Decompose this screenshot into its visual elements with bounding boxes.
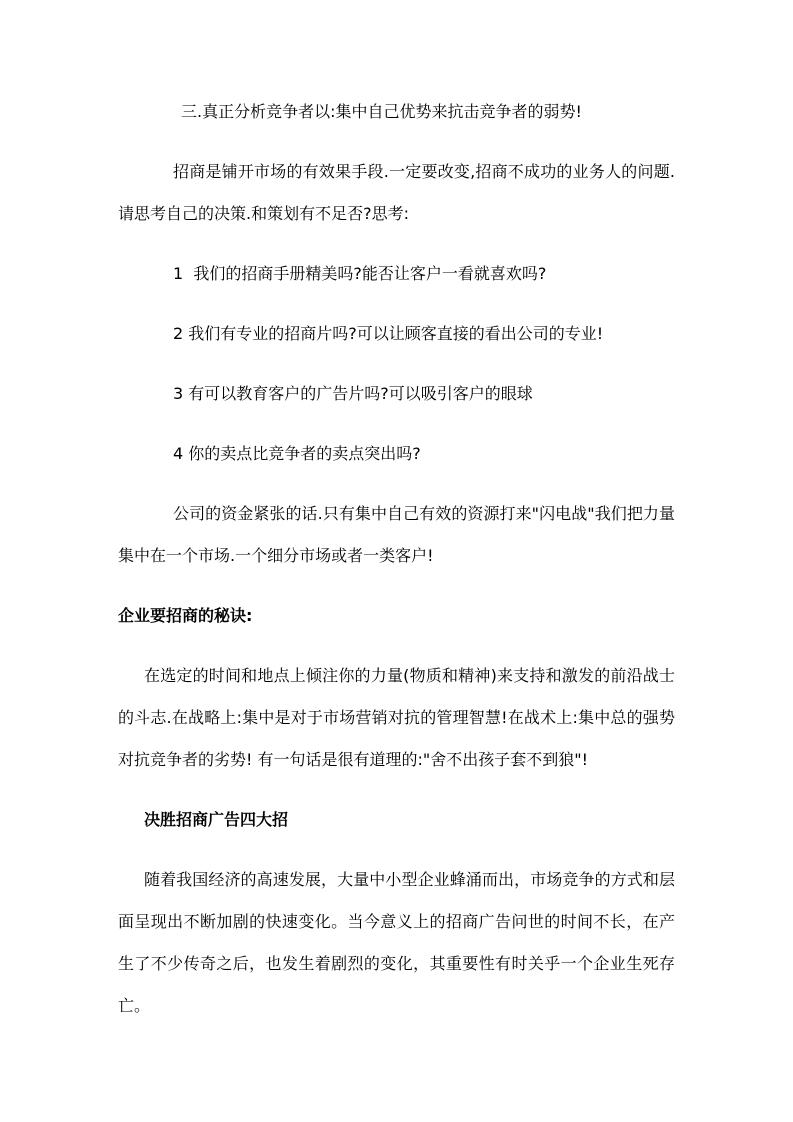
heading-secret-of-investment: 企业要招商的秘诀: — [118, 606, 253, 625]
paragraph-focus-strategy: 在选定的时间和地点上倾注你的力量(物质和精神)来支持和激发的前沿战士的斗志.在战略上:集中是对于市场营销对抗的管理智慧!在战术上:集中总的强势对抗竞争者的劣势! 有一句话是很有道理的:"舍不出孩子套不到狼"! — [118, 666, 675, 769]
paragraph-economic-development: 随着我国经济的高速发展，大量中小型企业蜂涌而出，市场竞争的方式和层面呈现出不断加剧的快速变化。当今意义上的招商广告问世的时间不长，在产生了不少传奇之后，也发生着剧烈的变化，其重要性有时关乎一个企业生死存亡。 — [118, 870, 675, 1015]
paragraph-competitor-analysis: 三.真正分析竞争者以:集中自己优势来抗击竞争者的弱势! — [181, 102, 582, 121]
question-item-3: 3 有可以教育客户的广告片吗?可以吸引客户的眼球 — [173, 384, 533, 403]
question-item-2: 2 我们有专业的招商片吗?可以让顾客直接的看出公司的专业! — [173, 324, 604, 343]
paragraph-blitz-strategy: 公司的资金紧张的话.只有集中自己有效的资源打来"闪电战"我们把力量集中在一个市场.一个细分市场或者一类客户! — [118, 504, 675, 565]
paragraph-investment-promotion: 招商是铺开市场的有效果手段.一定要改变,招商不成功的业务人的问题.请思考自己的决策.和策划有不足否?思考: — [118, 162, 675, 223]
question-item-1: 1 我们的招商手册精美吗?能否让客户一看就喜欢吗? — [173, 264, 547, 283]
heading-four-moves: 决胜招商广告四大招 — [144, 810, 289, 829]
question-item-4: 4 你的卖点比竞争者的卖点突出吗? — [173, 444, 421, 463]
